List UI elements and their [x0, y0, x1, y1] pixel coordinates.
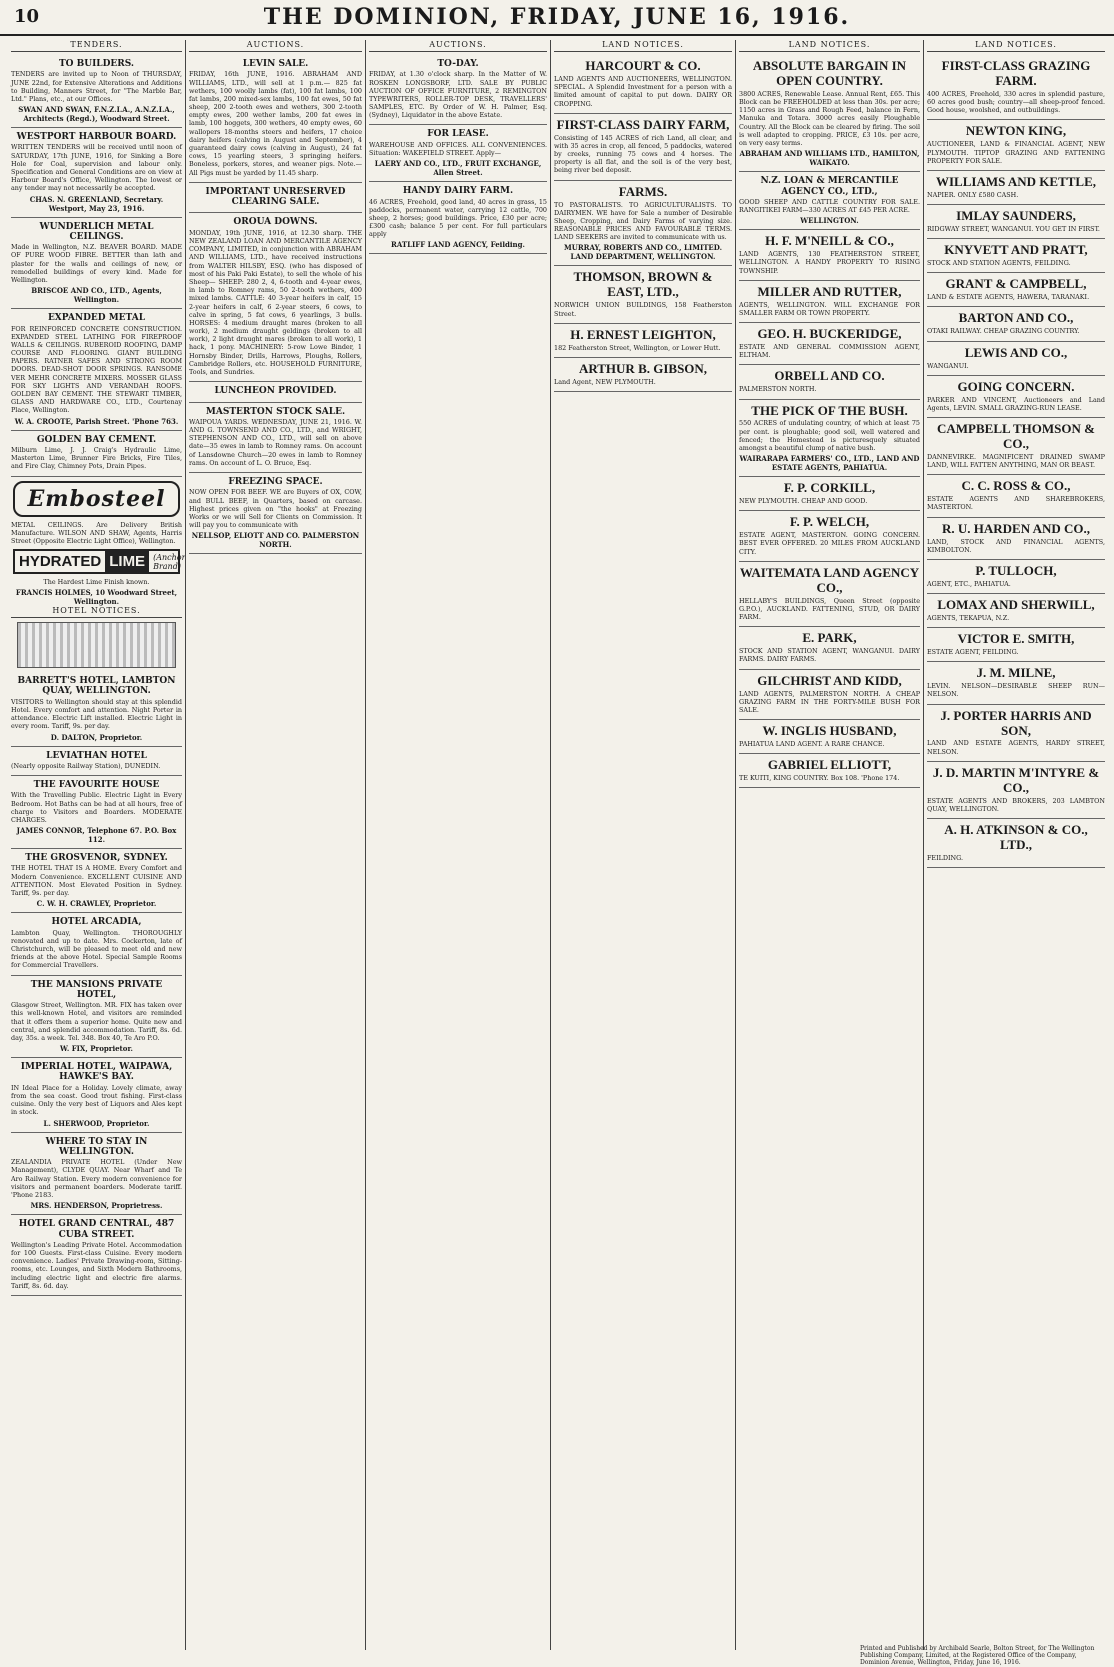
advertisement	[927, 705, 1105, 762]
hotel-title: THE FAVOURITE HOUSE	[33, 780, 160, 791]
advertisement	[189, 183, 362, 214]
ad-title: GABRIEL ELLIOTT,	[767, 757, 892, 773]
ad-body: 182 Featherston Street, Wellington, or Lower Hutt.	[554, 343, 721, 352]
ad-title: GOLDEN BAY CEMENT.	[36, 434, 157, 445]
advertisement	[739, 281, 920, 323]
advertisement	[927, 628, 1105, 662]
hotel-signature: JAMES CONNOR, Telephone 67. P.O. Box 112.	[16, 826, 177, 845]
ad-title: FARMS.	[618, 183, 668, 199]
ad-body: DANNEVIRKE. MAGNIFICENT DRAINED SWAMP LAND, WILL FATTEN ANYTHING, MAN OR BEAST.	[927, 452, 1105, 470]
advertisement	[927, 594, 1105, 628]
advertisement	[189, 403, 362, 473]
ad-body: Made in Wellington, N.Z. BEAVER BOARD. MADE OF PURE WOOD FIBRE. BETTER than lath and plaster for the walls and ceilings of new, or remodelled buildings of every kind. Made for Wellington.	[11, 243, 182, 284]
ad-title: FOR LEASE.	[427, 129, 489, 140]
column-heading: LAND NOTICES.	[927, 40, 1105, 52]
ad-title: GILCHRIST AND KIDD,	[757, 672, 902, 688]
advertisement	[739, 400, 920, 478]
hydrated-lime-logo	[13, 549, 186, 574]
lime-signature: FRANCIS HOLMES, 10 Woodward Street, Wellington.	[15, 588, 178, 607]
hotel-title: THE MANSIONS PRIVATE HOTEL,	[30, 979, 163, 1000]
ad-title: IMPORTANT UNRESERVED CLEARING SALE.	[205, 186, 346, 208]
ad-title: GEO. H. BUCKERIDGE,	[757, 326, 902, 342]
column-heading: LAND NOTICES.	[739, 40, 920, 52]
ad-body: PALMERSTON NORTH.	[739, 385, 817, 394]
hotel-signature: C. W. H. CRAWLEY, Proprietor.	[36, 899, 157, 909]
ad-body: NOW OPEN FOR BEEF. WE are Buyers of OX, COW, and BULL BEEF, in Quarters, based on carcase. Highest prices given on "the hooks" at Freezing Works or we will Sell for Clients on Commission. It will pay you to communicate with	[189, 488, 362, 530]
advertisement	[554, 181, 732, 267]
advertisement	[11, 218, 182, 310]
advertisement	[739, 754, 920, 788]
hotel-body: VISITORS to Wellington should stay at this splendid Hotel. Every comfort and attention. Night Porter in attendance. Electric Lift installed. Electric Light in every room. Tariff, 9s. per day.	[11, 697, 182, 731]
hotel-notice	[11, 976, 182, 1059]
ad-body: PAHIATUA LAND AGENT. A RARE CHANCE.	[739, 740, 885, 748]
hotel-body: IN Ideal Place for a Holiday. Lovely climate, away from the sea coast. Good trout fishing. First-class cuisine. Only the very best of Liquors and Ales kept in stock.	[11, 1083, 182, 1117]
ad-title: H. F. M'NEILL & CO.,	[765, 233, 894, 249]
ad-body: AUCTIONEER, LAND & FINANCIAL AGENT, NEW PLYMOUTH. TIPTOP GRAZING AND FATTENING PROPERTY FOR SALE.	[927, 140, 1105, 165]
lime-word: LIME	[105, 551, 149, 572]
ad-body: FRIDAY, at 1.30 o'clock sharp. In the Matter of W. ROSKEN LONGSBORF, LTD. SALE BY PUBLIC AUCTION OF OFFICE FURNITURE, 2 REMINGTON TYPEWRITERS, ROLLER-TOP DESK, TRAVELLERS' SAMPLES, ETC. By Order of W. H. Palmer, Esq. (Sydney), Liquidator in the above Estate.	[369, 70, 547, 120]
advertisement	[554, 55, 732, 114]
hotel-body: With the Travelling Public. Electric Light in Every Bedroom. Hot Baths can be had at all hours, free of charge to Visitors and Boarders. MODERATE CHARGES.	[11, 791, 182, 824]
lime-tagline: The Hardest Lime Finish known.	[43, 578, 150, 587]
ad-body: FEILDING.	[927, 853, 964, 862]
advertisement	[927, 418, 1105, 475]
ad-title: WILLIAMS AND KETTLE,	[935, 173, 1096, 189]
column-5	[736, 40, 924, 1650]
advertisement	[739, 562, 920, 627]
ad-title: BARTON AND CO.,	[958, 310, 1074, 326]
hotel-signature: D. DALTON, Proprietor.	[50, 732, 143, 742]
ad-body: NORWICH UNION BUILDINGS, 158 Featherston Street.	[554, 301, 732, 318]
masthead	[0, 0, 1114, 36]
advertisement	[189, 55, 362, 183]
embosteel-logo: Embosteel	[13, 481, 180, 517]
ad-title: ARTHUR B. GIBSON,	[578, 360, 708, 376]
ad-body: LAND AND ESTATE AGENTS, HARDY STREET, NELSON.	[927, 739, 1105, 756]
hotel-title: WHERE TO STAY IN WELLINGTON.	[45, 1136, 148, 1157]
ad-body: AGENT, ETC., PAHIATUA.	[927, 579, 1011, 588]
ad-signature: RATLIFF LAND AGENCY, Feilding.	[391, 240, 525, 250]
ad-title: W. INGLIS HUSBAND,	[762, 723, 897, 739]
ad-title: THOMSON, BROWN & EAST, LTD.,	[573, 269, 713, 300]
advertisement	[927, 342, 1105, 376]
advertisement	[927, 120, 1105, 171]
ad-title: E. PARK,	[802, 630, 857, 646]
advertisement	[554, 266, 732, 323]
advertisement	[11, 431, 182, 477]
advertisement	[739, 365, 920, 399]
hotel-notice	[11, 747, 182, 777]
advertisement	[739, 172, 920, 230]
columns	[8, 40, 1108, 1650]
advertisement	[739, 627, 920, 669]
hotel-title: HOTEL GRAND CENTRAL, 487 CUBA STREET.	[18, 1219, 175, 1240]
column-3	[366, 40, 551, 1650]
advertisement	[927, 205, 1105, 239]
advertisement	[739, 477, 920, 511]
ad-body: LAND, STOCK AND FINANCIAL AGENTS, KIMBOLTON.	[927, 537, 1105, 554]
ad-body: FRIDAY, 16th JUNE, 1916. ABRAHAM AND WILLIAMS, LTD., will sell at 1 p.m.— 825 fat wethers, 100 woolly lambs (fat), 100 fat lambs, 100 fat lambs, 200 mixed-sex lambs, 100 fat ewes, 50 fat sheep, 200 2-tooth ewes and wethers, 300 2-tooth empty ewes, 200 wether lambs, 200 fat ewes in lamb, 100 hoggets, 300 wethers, 40 empty ewes, 60 wallopers 18-months steers and heifers, 17 choice dairy heifers (calving in August and September), 4 guaranteed dairy cows (calving in August), 24 fat cows, 15 yearling steers, 3 springing heifers. Boneless, porkers, stores, and weaner pigs. Note.—All Pigs must be yarded by 11.45 sharp.	[189, 70, 362, 177]
ad-title: J. D. MARTIN M'INTYRE & CO.,	[932, 764, 1100, 795]
advertisement	[189, 473, 362, 554]
advertisement	[927, 307, 1105, 341]
advertisement	[369, 125, 547, 182]
ad-body: ESTATE AGENT, MASTERTON. GOING CONCERN. BEST EVER OFFERED. 20 MILES FROM AUCKLAND CITY.	[739, 531, 920, 556]
hotel-signature: L. SHERWOOD, Proprietor.	[43, 1118, 150, 1128]
ad-body: AGENTS, WELLINGTON. WILL EXCHANGE FOR SMALLER FARM OR TOWN PROPERTY.	[739, 300, 920, 317]
advertisement	[189, 382, 362, 402]
ad-title: H. ERNEST LEIGHTON,	[570, 326, 716, 342]
hotel-title: IMPERIAL HOTEL, WAIPAWA, HAWKE'S BAY.	[20, 1062, 173, 1083]
advertisement	[369, 182, 547, 254]
advertisement	[11, 309, 182, 430]
ad-body: TENDERS are invited up to Noon of THURSDAY, JUNE 22nd, for Extensive Alterations and Additions to Building, Manners Street, for "The Marble Bar, Ltd." Plans, etc., at our Offices.	[11, 70, 182, 103]
ad-title: F. P. CORKILL,	[783, 480, 876, 496]
embosteel-body: METAL CEILINGS. Are Delivery British Manufacture. WILSON AND SHAW, Agents, Harris Street (Opposite Electric Light Office), Wellington.	[11, 520, 182, 545]
ad-body: STOCK AND STATION AGENTS, FEILDING.	[927, 259, 1071, 268]
ad-body: LAND & ESTATE AGENTS, HAWERA, TARANAKI.	[927, 293, 1090, 302]
ad-title: WESTPORT HARBOUR BOARD.	[16, 132, 177, 143]
ad-body: STOCK AND STATION AGENT, WANGANUI. DAIRY FARMS. DAIRY FARMS.	[739, 647, 920, 664]
hotel-notices-heading: HOTEL NOTICES.	[11, 606, 182, 618]
ad-title: IMLAY SAUNDERS,	[956, 208, 1076, 224]
ad-title: LUNCHEON PROVIDED.	[214, 386, 337, 397]
ad-title: N.Z. LOAN & MERCANTILE AGENCY CO., LTD.,	[760, 176, 899, 197]
ad-body: HELLABY'S BUILDINGS, Queen Street (opposite G.P.O.), AUCKLAND. FATTENING, STUD, OR DAIRY FARM.	[739, 596, 920, 622]
ad-body: ESTATE AGENTS AND SHAREBROKERS, MASTERTON.	[927, 495, 1105, 512]
hotel-title: LEVIATHAN HOTEL	[46, 750, 147, 761]
ad-title: FIRST-CLASS DAIRY FARM,	[556, 116, 730, 132]
column-1	[8, 40, 186, 1650]
ad-title: C. C. ROSS & CO.,	[961, 478, 1071, 494]
ad-body: 46 ACRES, Freehold, good land, 40 acres in grass, 15 paddocks, permanent water, carrying 12 cattle, 700 sheep, 2 horses; good buildings. Price, £30 per acre; £300 cash; balance 5 per cent. For full particulars apply	[369, 197, 547, 239]
ad-body: WANGANUI.	[927, 361, 969, 370]
ad-body: TE KUITI, KING COUNTRY. Box 108. 'Phone 174.	[739, 774, 900, 783]
ad-title: MASTERTON STOCK SALE.	[205, 406, 346, 417]
ad-body: 400 ACRES, Freehold, 330 acres in splendid pasture, 60 acres good bush; country—all sheep-proof fenced. Good house, woolshed, and outbuildings.	[927, 89, 1105, 115]
ad-body: Land Agent, NEW PLYMOUTH.	[554, 377, 656, 386]
ad-body: 3800 ACRES, Renewable Lease. Annual Rent, £65. This Block can be FREEHOLDED at less than 30s. per acre; 1150 acres in Grass and Rough Feed, balance in Fern, Manuka and Totara. 3000 acres easily Ploughable Country. All the Block can be cleared by firing. The soil is well adapted to cropping. PRICE, £3 10s. per acre, on very easy terms.	[739, 89, 920, 147]
ad-body: ESTATE AGENTS AND BROKERS, 203 LAMBTON QUAY, WELLINGTON.	[927, 796, 1105, 813]
ad-body: AGENTS, TEKAPUA, N.Z.	[927, 613, 1010, 622]
advertisement	[927, 171, 1105, 205]
advertisement	[927, 376, 1105, 418]
advertisement	[927, 819, 1105, 868]
ad-title: GRANT & CAMPBELL,	[945, 276, 1087, 292]
ad-body: FOR REINFORCED CONCRETE CONSTRUCTION. EXPANDED STEEL LATHING FOR FIREPROOF WALLS & CEILINGS. RUBEROID ROOFING, DAMP COURSE AND FLOORING. GIANT BUILDING PAPERS. RATNER SAFES AND STRONG ROOM DOORS. DEAD-SHOT DOOR SPRINGS. RANSOME VER MEHR CONCRETE MIXERS. MOSSER GLASS FOR SKY LIGHTS AND VERANDAH ROOFS. GOLDEN BAY CEMENT. THE STEWART TIMBER, GLASS AND HARDWARE CO., LTD., Courtenay Place, Wellington.	[11, 324, 182, 415]
column-4	[551, 40, 736, 1650]
ad-body: PARKER AND VINCENT, Auctioneers and Land Agents, LEVIN. SMALL GRAZING-RUN LEASE.	[927, 395, 1105, 412]
advertisement	[554, 358, 732, 392]
ad-title: TO BUILDERS.	[58, 59, 135, 69]
ad-body: LAND AGENTS AND AUCTIONEERS, WELLINGTON. SPECIAL. A Splendid Investment for a person with a limited amount of capital to put down. DAIRY OR CROPPING.	[554, 74, 732, 108]
ad-signature: ABRAHAM AND WILLIAMS LTD., HAMILTON, WAIKATO.	[739, 149, 920, 168]
hotel-illustration	[17, 622, 176, 668]
ad-body: NAPIER. ONLY £580 CASH.	[927, 190, 1019, 199]
ad-body: Consisting of 145 ACRES of rich Land, all clear, and with 35 acres in crop, all fenced, 5 paddocks, watered by creeks, running 75 cows and 4 horses. The property is all flat, and the soil is of the very best, being river bed deposit.	[554, 133, 732, 175]
ad-body: WRITTEN TENDERS will be received until noon of SATURDAY, 17th JUNE, 1916, for Sinking a Bore Hole for Coal, supervision and labour only. Specification and General Conditions are on view at Harbour Board's Office, Wellington. The lowest or any tender may not necessarily be accepted.	[11, 143, 182, 193]
hotel-signature: MRS. HENDERSON, Proprietress.	[30, 1201, 163, 1211]
hotel-body: THE HOTEL THAT IS A HOME. Every Comfort and Modern Convenience. EXCELLENT CUISINE AND ATTENTION. Most Elevated Position in Sydney. Tariff, 9s. per day.	[11, 864, 182, 898]
hotel-notice	[11, 1215, 182, 1296]
advertisement	[739, 670, 920, 721]
ad-title: A. H. ATKINSON & CO., LTD.,	[944, 822, 1088, 852]
column-heading: LAND NOTICES.	[554, 40, 732, 52]
hotel-notice	[11, 672, 182, 746]
hotel-notice	[11, 1058, 182, 1132]
advertisement	[927, 475, 1105, 517]
advertisement	[11, 128, 182, 217]
ad-title: EXPANDED METAL	[47, 313, 146, 324]
ad-body: LEVIN. NELSON—DESIRABLE SHEEP RUN—NELSON.	[927, 682, 1105, 699]
advertisement	[739, 230, 920, 281]
hotel-notice	[11, 776, 182, 849]
ad-title: OROUA DOWNS.	[233, 217, 318, 228]
advertisement	[189, 213, 362, 382]
ad-title: HARCOURT & CO.	[585, 58, 701, 73]
column-heading: AUCTIONS.	[189, 40, 362, 52]
ad-signature: W. A. CROOTE, Parish Street. 'Phone 763.	[14, 416, 179, 426]
ad-body: GOOD SHEEP AND CATTLE COUNTRY FOR SALE. RANGITIKEI FARM—330 ACRES AT £45 PER ACRE.	[739, 197, 920, 215]
ad-title: KNYVETT AND PRATT,	[944, 242, 1088, 258]
ad-title: ORBELL AND CO.	[774, 368, 885, 384]
ad-body: WAIPOUA YARDS. WEDNESDAY, JUNE 21, 1916. W. AND G. TOWNSEND AND CO., LTD., and WRIGHT, STEPHENSON AND CO., LTD., will sell on above date—35 ewes in lamb to Romney rams. On account of Lansdowne Church—20 ewes in lamb to Romney rams. On account of L. O. Bruce, Esq.	[189, 417, 362, 467]
ad-title: F. P. WELCH,	[789, 514, 870, 530]
ad-title: NEWTON KING,	[965, 123, 1067, 139]
ad-title: GOING CONCERN.	[957, 378, 1075, 394]
ad-title: FIRST-CLASS GRAZING FARM.	[941, 58, 1091, 88]
ad-title: LEVIN SALE.	[242, 59, 309, 69]
ad-title: P. TULLOCH,	[975, 562, 1057, 578]
ad-signature: BRISCOE AND CO., LTD., Agents, Wellington.	[31, 286, 162, 305]
advertisement	[739, 323, 920, 365]
advertisement	[739, 511, 920, 562]
ad-signature: MURRAY, ROBERTS AND CO., LIMITED. LAND DEPARTMENT, WELLINGTON.	[563, 243, 723, 262]
column-2	[186, 40, 366, 1650]
ad-title: J. M. MILNE,	[976, 665, 1056, 681]
ad-title: HANDY DAIRY FARM.	[402, 186, 514, 197]
hydrated-word: HYDRATED	[19, 553, 102, 571]
hotel-body: Glasgow Street, Wellington. MR. FIX has taken over this well-known Hotel, and visitors are reminded that it offers them a superior home. Quite new and central, and splendid accommodation. Tariff, 8s. 6d. day, 35s. a week. Tel. 348. Box 40, Te Aro P.O.	[11, 1001, 182, 1042]
ad-title: MILLER AND RUTTER,	[757, 283, 902, 299]
ad-body: ESTATE AGENT, FEILDING.	[927, 648, 1019, 657]
ad-body: ESTATE AND GENERAL COMMISSION AGENT, ELTHAM.	[739, 343, 920, 360]
ad-body: LAND AGENTS, 130 FEATHERSTON STREET, WELLINGTON. A HANDY PROPERTY TO RISING TOWNSHIP.	[739, 250, 920, 275]
advertisement	[927, 518, 1105, 560]
ad-title: ABSOLUTE BARGAIN IN OPEN COUNTRY.	[752, 58, 907, 88]
advertisement	[927, 55, 1105, 120]
ad-signature: SWAN AND SWAN, F.N.Z.I.A., A.N.Z.I.A., Architects (Regd.), Woodward Street.	[18, 105, 175, 124]
hotel-body: ZEALANDIA PRIVATE HOTEL (Under New Management), CLYDE QUAY. Near Wharf and Te Aro Railway Station. Every modern convenience for visitors and permanent boarders. Moderate tariff. 'Phone 2183.	[11, 1158, 182, 1199]
ad-title: CAMPBELL THOMSON & CO.,	[937, 421, 1095, 451]
advertisement	[927, 239, 1105, 273]
page-number: 10	[14, 6, 40, 27]
ad-body: WAREHOUSE AND OFFICES. ALL CONVENIENCES. Situation: WAKEFIELD STREET. Apply—	[369, 140, 547, 157]
ad-title: VICTOR E. SMITH,	[957, 631, 1075, 647]
ad-body: OTAKI RAILWAY. CHEAP GRAZING COUNTRY.	[927, 327, 1080, 336]
hotel-title: HOTEL ARCADIA,	[51, 917, 142, 928]
hotel-signature: W. FIX, Proprietor.	[60, 1044, 133, 1054]
advertisement	[739, 55, 920, 172]
imprint-footer: Printed and Published by Archibald Searle, Bolton Street, for The Wellington Publishing Company, Limited, at the Registered Office of the Company, Dominion Avenue, Wellington, Friday, June 16, 1916.	[860, 1645, 1095, 1667]
advertisement	[927, 662, 1105, 704]
hotel-body: (Nearly opposite Railway Station), DUNEDIN.	[11, 761, 161, 770]
ad-title: FREEZING SPACE.	[228, 477, 323, 487]
hotel-notice	[11, 1133, 182, 1216]
advertisement	[369, 55, 547, 125]
ad-title: LEWIS AND CO.,	[964, 344, 1068, 360]
hotel-body: Wellington's Leading Private Hotel. Accommodation for 100 Guests. First-class Cuisine. Every modern convenience. Ladies' Private Drawing-room, Sitting-rooms, etc. Lounges, and Sixth Modern Bathrooms, including electric light and electric fire alarms. Tariff, 8s. 6d. day.	[11, 1240, 182, 1290]
advertisement	[554, 114, 732, 181]
hotel-title: THE GROSVENOR, SYDNEY.	[25, 853, 168, 864]
ad-signature: CHAS. N. GREENLAND, Secretary. Westport, May 23, 1916.	[29, 194, 164, 213]
ad-body: Milburn Lime, J. J. Craig's Hydraulic Lime, Masterton Lime, Brunner Fire Bricks, Fire Tiles, and Fire Clay, Chimney Pots, Drain Pipes.	[11, 445, 182, 471]
ad-body: TO PASTORALISTS. TO AGRICULTURALISTS. TO DAIRYMEN. WE have for Sale a number of Desirable Sheep, Cropping, and Dairy Farms of varying size. REASONABLE PRICES AND FAVOURABLE TERMS. LAND SEEKERS are invited to communicate with us.	[554, 200, 732, 242]
advertisement	[11, 55, 182, 128]
column-6	[924, 40, 1108, 1650]
ad-body: NEW PLYMOUTH. CHEAP AND GOOD.	[739, 497, 868, 506]
ad-signature: LAERY AND CO., LTD., FRUIT EXCHANGE, Allen Street.	[374, 159, 542, 178]
hotel-title: BARRETT'S HOTEL, LAMBTON QUAY, WELLINGTON.	[17, 676, 176, 697]
column-heading: AUCTIONS.	[369, 40, 547, 52]
ad-body: LAND AGENTS, PALMERSTON NORTH. A CHEAP GRAZING FARM IN THE FORTY-MILE BUSH FOR SALE.	[739, 689, 920, 714]
hotel-body: Lambton Quay, Wellington. THOROUGHLY renovated and up to date. Mrs. Cockerton, late of Christchurch, will be pleased to meet old and new friends at the above Hotel. Special Sample Rooms for Commercial Travellers.	[11, 928, 182, 970]
advertisement	[927, 273, 1105, 307]
advertisement	[927, 762, 1105, 819]
ad-title: THE PICK OF THE BUSH.	[751, 402, 908, 418]
hotel-notice	[11, 913, 182, 975]
ad-title: J. PORTER HARRIS AND SON,	[940, 707, 1092, 738]
ad-body: RIDGWAY STREET, WANGANUI. YOU GET IN FIRST.	[927, 225, 1100, 233]
ad-title: TO-DAY.	[437, 59, 479, 69]
ad-title: WUNDERLICH METAL CEILINGS.	[39, 221, 154, 242]
advertisement	[739, 720, 920, 754]
ad-body: MONDAY, 19th JUNE, 1916, at 12.30 sharp. THE NEW ZEALAND LOAN AND MERCANTILE AGENCY COMPANY, LIMITED, in conjunction with ABRAHAM AND WILLIAMS, LTD., have received instructions from WALTER HILSBY, ESQ. (who has disposed of most of his Paki Paki Estate), to sell the whole of his Sheep— SHEEP: 280 2, 4, 6-tooth and 4-year ewes, in lamb to Romney rams, 50 2-tooth wethers, 400 mixed lambs. CATTLE: 40 3-year heifers in calf, 15 2-year heifers in calf, 6 2-year steers, 6 cows, to calve in spring, 5 fat cows, 6 yearlings, 3 bulls. HORSES: 4 medium draught mares (broken to all work), 2 medium draught geldings (broken to all work), 2 light draught mares (broken to all work), 1 hack, 1 pony. MACHINERY: 5-row Lowe Binder, 1 Hornsby Binder, Drills, Harrows, Ploughs, Rollers, Cambridge Rollers, etc. HOUSEHOLD FURNITURE, Tools, and Sundries.	[189, 228, 362, 376]
ad-signature: NELLSOP, ELIOTT AND CO. PALMERSTON NORTH.	[191, 531, 360, 550]
advertisement	[554, 324, 732, 358]
ad-title: R. U. HARDEN AND CO.,	[941, 520, 1091, 536]
hotel-notice	[11, 849, 182, 913]
newspaper-title: THE DOMINION, FRIDAY, JUNE 16, 1916.	[263, 4, 851, 30]
advertisement	[927, 560, 1105, 594]
ad-signature: WAIRARAPA FARMERS' CO., LTD., LAND AND ESTATE AGENTS, PAHIATUA.	[739, 454, 920, 473]
column-heading: TENDERS.	[11, 40, 182, 52]
ad-title: WAITEMATA LAND AGENCY CO.,	[739, 564, 920, 595]
ad-signature: WELLINGTON.	[800, 216, 859, 226]
anchor-brand: (Anchor Brand)	[153, 552, 186, 571]
ad-body: 550 ACRES of undulating country, of which at least 75 per cent. is ploughable; good soil, well watered and fenced; the Homestead is picturesquely situated amongst a beautiful clump of native bush.	[739, 419, 920, 452]
ad-title: LOMAX AND SHERWILL,	[937, 597, 1095, 612]
